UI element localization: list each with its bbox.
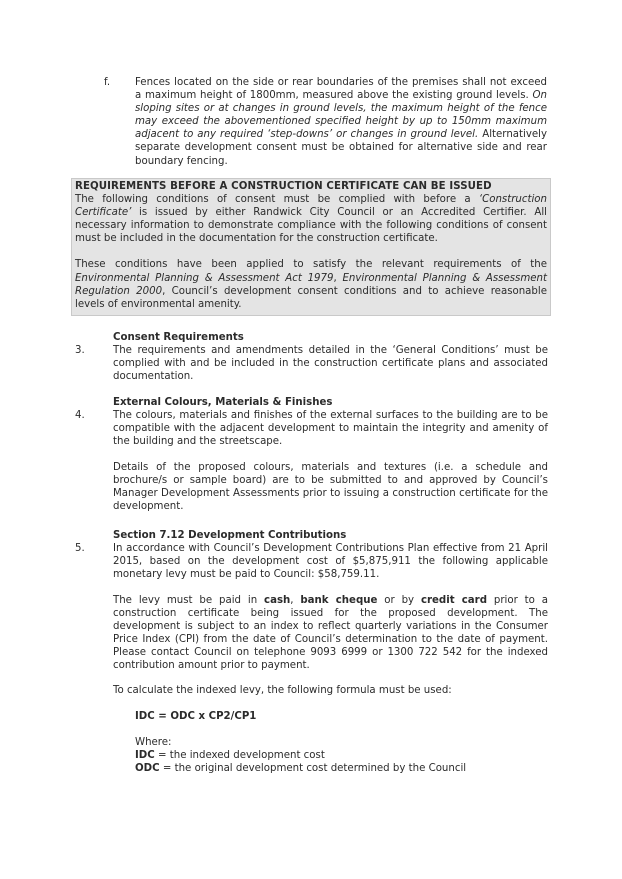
calculation-intro: To calculate the indexed levy, the following formula must be used: [113, 685, 452, 696]
definition-odc: ODC = the original development cost determined by the Council [135, 763, 467, 774]
item-f-text: Fences located on the side or rear boundaries of the premises shall not exceed a maximum height of 1800mm, measured above the existing ground levels. On sloping sites or at changes in ground levels, the maximum height of the fence may exceed the abovementioned specified height by up to 150mm maximum adjacent to any required ‘step-downs’ or changes in ground level. Alternatively separate development consent must be obtained for alternative side and rear boundary fencing. [135, 77, 547, 167]
notice-paragraph-2: These conditions have been applied to satisfy the relevant requirements of the Environmental Planning & Assessment Act 1979, Environmental Planning & Assessment Regulation 2000, Council’s development consent conditions and to achieve reasonable levels of environmental amenity. [75, 259, 547, 310]
definition-idc: IDC = the indexed development cost [135, 750, 325, 761]
condition-text: In accordance with Council’s Development Contributions Plan effective from 21 April 2015, based on the development cost of $5,875,911 the following applicable monetary levy must be paid to Council: $58,759.11. [113, 543, 548, 581]
condition-number: 5. [75, 543, 85, 554]
construction-certificate-notice [71, 178, 551, 316]
condition-heading: External Colours, Materials & Finishes [113, 397, 333, 408]
condition-text: The requirements and amendments detailed in the ‘General Conditions’ must be complied with and be included in the construction certificate plans and associated documentation. [113, 345, 548, 383]
where-label: Where: [135, 737, 172, 748]
condition-heading: Consent Requirements [113, 332, 244, 343]
item-marker: f. [104, 77, 111, 88]
notice-paragraph-1: The following conditions of consent must be complied with before a ‘Construction Certificate’ is issued by either Randwick City Council or an Accredited Certifier. All necessary information to demonstrate compliance with the following conditions of consent must be included in the documentation for the construction certificate. [75, 194, 547, 245]
condition-number: 4. [75, 410, 85, 421]
levy-payment-paragraph: The levy must be paid in cash, bank cheque or by credit card prior to a construction certificate being issued for the proposed development. The development is subject to an index to reflect quarterly variations in the Consumer Price Index (CPI) from the date of Council’s determination to the date of payment. Please contact Council on telephone 9093 6999 or 1300 722 542 for the indexed contribution amount prior to payment. [113, 595, 548, 672]
levy-formula: IDC = ODC x CP2/CP1 [135, 711, 257, 722]
notice-heading: REQUIREMENTS BEFORE A CONSTRUCTION CERTIFICATE CAN BE ISSUED [75, 181, 492, 192]
condition-text: The colours, materials and finishes of the external surfaces to the building are to be compatible with the adjacent development to maintain the integrity and amenity of the building and the streetscape. [113, 410, 548, 448]
condition-4-details: Details of the proposed colours, materials and textures (i.e. a schedule and brochure/s or sample board) are to be submitted to and approved by Council’s Manager Development Assessments prior to issuing a construction certificate for the development. [113, 462, 548, 513]
condition-number: 3. [75, 345, 85, 356]
condition-heading: Section 7.12 Development Contributions [113, 530, 347, 541]
